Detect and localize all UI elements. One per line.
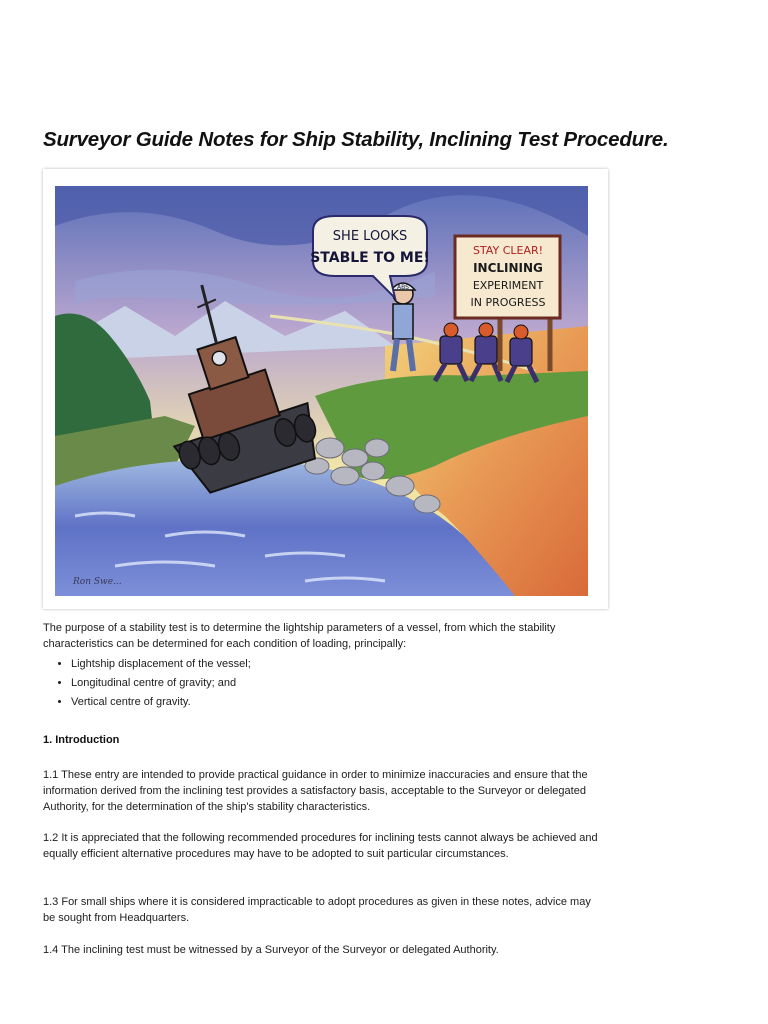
- bubble-line-1: SHE LOOKS: [332, 229, 408, 244]
- helmet-label: ABS: [397, 284, 409, 291]
- list-item: • Longitudinal centre of gravity; and: [71, 675, 591, 691]
- sign-line-3: EXPERIMENT: [472, 279, 544, 292]
- parameter-list: [43, 656, 591, 713]
- list-item: • Vertical centre of gravity.: [71, 694, 591, 710]
- artist-signature: Ron Swe...: [73, 577, 122, 587]
- paragraph-1-1: 1.1 These entry are intended to provide practical guidance in order to minimize inaccuracies and ensure that the information derived from the inclining test provides a satisfactory basis, acceptable to the Surveyor or delegated Authority, for the determination of the ship's stability characteristics.: [43, 769, 588, 813]
- section-heading: 1. Introduction: [43, 734, 120, 746]
- intro-paragraph: The purpose of a stability test is to determine the lightship parameters of a vessel, from which the stability characteristics can be determined for each condition of loading, principally:: [43, 622, 556, 650]
- sign-line-2: INCLINING: [473, 261, 543, 275]
- paragraph-1-4: 1.4 The inclining test must be witnessed by a Surveyor of the Surveyor or delegated Authority.: [43, 944, 499, 956]
- sign-line-1: STAY CLEAR!: [472, 244, 544, 257]
- list-item: • Lightship displacement of the vessel;: [71, 656, 591, 672]
- cartoon-svg: [55, 186, 588, 596]
- paragraph-1-2: 1.2 It is appreciated that the following recommended procedures for inclining tests cannot always be achieved and equally efficient alternative procedures may have to be adopted to suit particular circumstances.: [43, 832, 598, 860]
- paragraph-1-3: 1.3 For small ships where it is considered impracticable to adopt procedures as given in these notes, advice may be sought from Headquarters.: [43, 896, 591, 924]
- page-title: Surveyor Guide Notes for Ship Stability, Inclining Test Procedure.: [43, 128, 669, 151]
- cartoon-illustration: [43, 169, 608, 609]
- bubble-line-2: STABLE TO ME!: [310, 250, 430, 266]
- sign-line-4: IN PROGRESS: [470, 296, 546, 309]
